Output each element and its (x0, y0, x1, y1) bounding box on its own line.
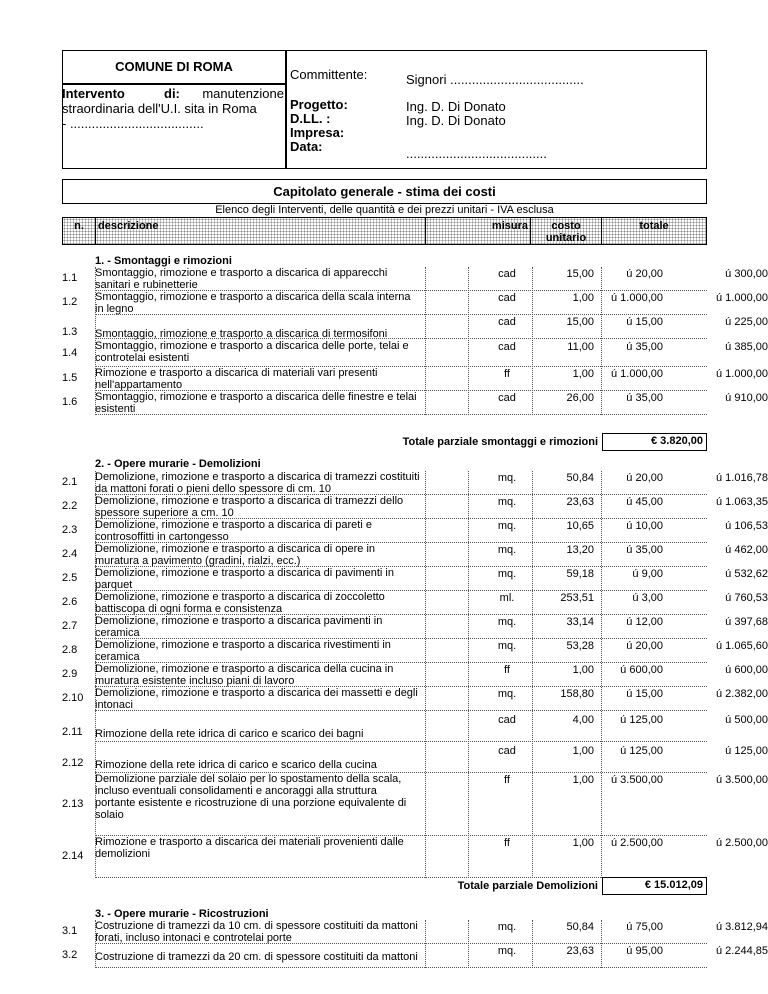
row-number: 1.5 (62, 372, 78, 384)
row-description-line: Smontaggio, rimozione e trasporto a discarica delle finestre e telai (95, 391, 417, 403)
row-total: ú 760,53 (725, 592, 768, 604)
row-unit-cost: ú 95,00 (626, 945, 663, 957)
row-unit-cost: ú 20,00 (626, 640, 663, 652)
row-description-line: portante esistente e ricostruzione di una porzione equivalente di (95, 797, 407, 809)
row-quantity: 33,14 (566, 616, 594, 628)
row-quantity: 23,63 (566, 945, 594, 957)
row-number: 2.3 (62, 524, 78, 536)
row-number: 2.4 (62, 548, 78, 560)
row-description (95, 391, 427, 415)
row-description-line: Demolizione, rimozione e trasporto a discarica di tramezzi dello (95, 495, 404, 507)
column-divider (532, 267, 533, 415)
progetto-value: Ing. D. Di Donato (406, 99, 506, 114)
row-quantity: 1,00 (572, 774, 594, 786)
row-total: ú 3.500,00 (716, 774, 768, 786)
row-total: ú 500,00 (725, 714, 768, 726)
row-description-line: forati, incluso intonaci e controtelai porte (95, 932, 292, 944)
row-divider (95, 967, 707, 968)
column-divider (425, 267, 426, 415)
row-unit: cad (498, 316, 516, 328)
municipality-name: COMUNE DI ROMA (115, 59, 233, 74)
row-unit-cost: ú 10,00 (626, 520, 663, 532)
table-row (62, 367, 768, 391)
document-title-box (62, 179, 707, 204)
row-description (95, 519, 427, 543)
row-unit: mq. (497, 616, 517, 628)
intervention-line2: straordinaria dell'U.I. sita in Roma (62, 101, 257, 116)
row-unit: mq. (497, 544, 517, 556)
row-number: 1.4 (62, 347, 78, 359)
col-header-descrizione (95, 217, 426, 245)
table-row (62, 340, 768, 367)
row-description-line: Demolizione, rimozione e trasporto a discarica di pareti e (95, 519, 372, 531)
row-unit-cost: ú 35,00 (626, 341, 663, 353)
row-description (95, 291, 427, 315)
col-header-totale (601, 217, 707, 245)
row-unit-cost: ú 35,00 (626, 544, 663, 556)
row-description-line: Demolizione, rimozione e trasporto a discarica dei massetti e degli (95, 687, 418, 699)
row-description-line: ceramica (95, 627, 140, 639)
table-row (62, 742, 768, 773)
row-divider (95, 338, 707, 339)
row-description (95, 591, 427, 615)
progetto-label: Progetto: (290, 97, 348, 112)
row-divider (95, 414, 707, 415)
row-description (95, 773, 427, 821)
intervention-label: Intervento (62, 86, 125, 101)
committente-label: Committente: (290, 67, 368, 82)
section-subtotal-label: Totale parziale smontaggi e rimozioni (402, 436, 598, 448)
column-divider (425, 471, 426, 878)
row-description-line: ceramica (95, 651, 140, 663)
row-description-line: Demolizione, rimozione e trasporto a discarica di opere in (95, 543, 376, 555)
row-description-line: Costruzione di tramezzi da 10 cm. di spessore costituiti da mattoni (95, 920, 418, 932)
section-title-3: 3. - Opere murarie - Ricostruzioni (95, 908, 269, 920)
row-description (95, 495, 427, 519)
row-total: ú 125,00 (725, 745, 768, 757)
row-description (95, 471, 427, 495)
row-description (95, 687, 427, 711)
row-number: 2.1 (62, 476, 78, 488)
row-unit: ml. (499, 592, 515, 604)
table-row (62, 291, 768, 315)
table-row (62, 711, 768, 742)
row-quantity: 50,84 (566, 472, 594, 484)
row-quantity: 53,28 (566, 640, 594, 652)
row-total: ú 106,53 (725, 520, 768, 532)
row-description-line: muratura a pavimento (gradini, rialzi, ecc.) (95, 555, 301, 567)
row-number: 2.10 (62, 692, 84, 704)
row-unit: cad (498, 341, 516, 353)
row-unit: mq. (497, 568, 517, 580)
row-description (95, 543, 427, 567)
row-total: ú 532,62 (725, 568, 768, 580)
row-unit-cost: ú 9,00 (632, 568, 663, 580)
row-unit-cost: ú 20,00 (626, 268, 663, 280)
row-description-line: controtelai esistenti (95, 352, 190, 364)
row-description-line: Costruzione di tramezzi da 20 cm. di spessore costituiti da mattoni (95, 951, 418, 963)
row-description-line: solaio (95, 809, 124, 821)
dll-value: Ing. D. Di Donato (406, 113, 506, 128)
row-description (95, 367, 427, 391)
table-row (62, 836, 768, 878)
col-header-misura (425, 217, 531, 245)
row-number: 3.1 (62, 925, 78, 937)
row-unit: mq. (497, 945, 517, 957)
column-divider (468, 471, 469, 878)
row-unit-cost: ú 125,00 (620, 745, 663, 757)
col-descrizione-label: descrizione (98, 220, 159, 232)
intervention-line3: - ..................................... (62, 116, 204, 131)
row-unit: ff (504, 774, 510, 786)
row-total: ú 600,00 (725, 664, 768, 676)
row-description-line: Rimozione della rete idrica di carico e scarico della cucina (95, 759, 377, 771)
row-unit-cost: ú 125,00 (620, 714, 663, 726)
row-total: ú 1.000,00 (716, 292, 768, 304)
row-description (95, 340, 427, 364)
row-unit-cost: ú 35,00 (626, 392, 663, 404)
row-unit: cad (498, 392, 516, 404)
row-quantity: 1,00 (572, 837, 594, 849)
row-number: 1.2 (62, 296, 78, 308)
row-unit: mq. (497, 640, 517, 652)
row-description (95, 567, 427, 591)
column-divider (95, 471, 96, 878)
row-description-line: spessore superiore a cm. 10 (95, 507, 234, 519)
table-row (62, 519, 768, 543)
row-unit-cost: ú 3.500,00 (611, 774, 663, 786)
row-total: ú 2.382,00 (716, 688, 768, 700)
row-total: ú 1.063,35 (716, 496, 768, 508)
row-unit-cost: ú 15,00 (626, 316, 663, 328)
table-row (62, 639, 768, 663)
row-quantity: 15,00 (566, 268, 594, 280)
row-unit-cost: ú 1.000,00 (611, 292, 663, 304)
column-divider (95, 267, 96, 415)
row-number: 2.6 (62, 596, 78, 608)
row-quantity: 11,00 (567, 341, 594, 353)
table-row (62, 315, 768, 340)
row-description-line: battiscopa di ogni forma e consistenza (95, 603, 283, 615)
table-row (62, 267, 768, 291)
row-description-line: muratura esistente incluso piani di lavoro (95, 675, 295, 687)
intervention-word: manutenzione (202, 86, 284, 101)
table-row (62, 920, 768, 944)
row-total: ú 225,00 (725, 316, 768, 328)
row-description (95, 836, 427, 860)
row-unit: ff (504, 837, 510, 849)
intervention-line1 (62, 86, 286, 101)
row-quantity: 26,00 (566, 392, 594, 404)
document-title: Capitolato generale - stima dei costi (273, 184, 496, 199)
table-row (62, 944, 768, 968)
table-row (62, 591, 768, 615)
row-number: 2.12 (62, 757, 84, 769)
row-quantity: 50,84 (566, 921, 594, 933)
row-total: ú 910,00 (725, 392, 768, 404)
row-total: ú 1.065,60 (716, 640, 768, 652)
row-number: 2.2 (62, 500, 78, 512)
row-unit-cost: ú 20,00 (626, 472, 663, 484)
row-description-line: Demolizione, rimozione e trasporto a discarica pavimenti in (95, 615, 383, 627)
row-description (95, 267, 427, 291)
row-quantity: 59,18 (566, 568, 594, 580)
row-unit-cost: ú 12,00 (626, 616, 663, 628)
row-unit: cad (498, 292, 516, 304)
row-description-line: Smontaggio, rimozione e trasporto a discarica di termosifoni (95, 328, 388, 340)
row-description (95, 615, 427, 639)
col-n-label: n. (74, 220, 84, 232)
column-divider (468, 267, 469, 415)
row-unit-cost: ú 15,00 (626, 688, 663, 700)
municipality-box (62, 50, 286, 84)
row-quantity: 253,51 (560, 592, 594, 604)
row-number: 2.9 (62, 668, 78, 680)
row-unit-cost: ú 45,00 (626, 496, 663, 508)
col-costo-label: costo (551, 220, 581, 232)
row-unit: cad (498, 745, 516, 757)
section-title-2: 2. - Opere murarie - Demolizioni (95, 458, 261, 470)
data-label: Data: (290, 139, 323, 154)
row-number: 2.14 (62, 850, 84, 862)
section-subtotal-label: Totale parziale Demolizioni (457, 880, 598, 892)
col-misura-label: misura (491, 220, 528, 232)
row-number: 1.1 (62, 272, 78, 284)
table-row (62, 543, 768, 567)
row-total: ú 300,00 (725, 268, 768, 280)
row-number: 3.2 (62, 949, 78, 961)
row-quantity: 1,00 (572, 664, 594, 676)
row-description-line: Demolizione, rimozione e trasporto a discarica della cucina in (95, 663, 394, 675)
row-description-line: Rimozione della rete idrica di carico e scarico dei bagni (95, 728, 364, 740)
row-description-line: Rimozione e trasporto a discarica dei materiali provenienti dalle (95, 836, 404, 848)
row-quantity: 4,00 (572, 714, 594, 726)
document-subtitle: Elenco degli Interventi, delle quantità e dei prezzi unitari - IVA esclusa (215, 204, 554, 216)
row-description-line: Demolizione, rimozione e trasporto a discarica di pavimenti in (95, 567, 394, 579)
row-total: ú 1.000,00 (716, 368, 768, 380)
row-unit: mq. (497, 520, 517, 532)
dll-label: D.LL. : (290, 111, 331, 126)
col-totale-label: totale (639, 220, 669, 232)
row-description-line: Demolizione, rimozione e trasporto a discarica rivestimenti in (95, 639, 391, 651)
row-total: ú 2.244,85 (716, 945, 768, 957)
row-description (95, 951, 427, 963)
section-title-1: 1. - Smontaggi e rimozioni (95, 255, 232, 267)
row-description-line: Smontaggio, rimozione e trasporto a discarica di apparecchi (95, 267, 388, 279)
row-description-line: Rimozione e trasporto a discarica di materiali vari presenti (95, 367, 378, 379)
row-number: 2.5 (62, 572, 78, 584)
row-unit: mq. (497, 472, 517, 484)
table-row (62, 495, 768, 519)
row-total: ú 2.500,00 (716, 837, 768, 849)
table-row (62, 391, 768, 415)
row-number: 2.13 (62, 798, 84, 810)
row-description-line: da mattoni forati o pieni dello spessore di cm. 10 (95, 483, 332, 495)
table-row (62, 663, 768, 687)
row-description-line: Demolizione, rimozione e trasporto a discarica di zoccoletto (95, 591, 385, 603)
column-divider (468, 920, 469, 968)
table-row (62, 773, 768, 836)
row-description-line: incluso eventuali consolidamenti e ancoraggi alla struttura (95, 785, 377, 797)
row-number: 1.3 (62, 326, 78, 338)
column-divider (425, 920, 426, 968)
row-total: ú 1.016,78 (716, 472, 768, 484)
row-unit: ff (504, 368, 510, 380)
row-description-line: esistenti (95, 403, 136, 415)
row-quantity: 1,00 (572, 292, 594, 304)
row-description-line: Demolizione, rimozione e trasporto a discarica di tramezzi costituiti (95, 471, 420, 483)
impresa-label: Impresa: (290, 125, 345, 140)
column-divider (532, 471, 533, 878)
row-total: ú 397,68 (725, 616, 768, 628)
row-total: ú 3.812,94 (716, 921, 768, 933)
row-total: ú 385,00 (725, 341, 768, 353)
col-header-costo (530, 217, 602, 245)
row-unit: cad (498, 714, 516, 726)
table-row (62, 615, 768, 639)
row-description (95, 728, 427, 740)
row-quantity: 13,20 (566, 544, 594, 556)
row-description-line: in legno (95, 303, 134, 315)
col-unitario-label: unitario (545, 232, 587, 244)
row-description (95, 663, 427, 687)
column-divider (601, 267, 602, 415)
data-value: ....................................... (406, 146, 547, 161)
row-description-line: controsoffitti in cartongesso (95, 531, 229, 543)
table-row (62, 687, 768, 711)
row-unit-cost: ú 3,00 (632, 592, 663, 604)
row-description (95, 639, 427, 663)
row-total: ú 462,00 (725, 544, 768, 556)
table-row (62, 471, 768, 495)
column-divider (532, 920, 533, 968)
row-description-line: Smontaggio, rimozione e trasporto a discarica delle porte, telai e (95, 340, 409, 352)
row-number: 1.6 (62, 396, 78, 408)
column-divider (601, 920, 602, 968)
row-description (95, 920, 427, 944)
row-unit: cad (498, 268, 516, 280)
section-subtotal-value: € 15.012,09 (602, 877, 707, 895)
row-number: 2.8 (62, 644, 78, 656)
section-subtotal-value: € 3.820,00 (602, 433, 707, 451)
col-header-n (62, 217, 96, 245)
row-unit: ff (504, 664, 510, 676)
row-description (95, 759, 427, 771)
intervention-di: di: (164, 86, 180, 101)
column-divider (601, 471, 602, 878)
row-number: 2.7 (62, 620, 78, 632)
row-quantity: 23,63 (566, 496, 594, 508)
row-description-line: demolizioni (95, 848, 151, 860)
committente-value: Signori ..................................... (406, 72, 584, 87)
row-unit-cost: ú 600,00 (620, 664, 663, 676)
row-quantity: 15,00 (566, 316, 594, 328)
row-quantity: 1,00 (572, 368, 594, 380)
row-number: 2.11 (62, 726, 83, 738)
row-quantity: 10,65 (566, 520, 594, 532)
row-description-line: parquet (95, 579, 133, 591)
row-unit-cost: ú 1.000,00 (611, 368, 663, 380)
row-description-line: Demolizione parziale del solaio per lo spostamento della scala, (95, 773, 402, 785)
row-unit: mq. (497, 921, 517, 933)
row-quantity: 1,00 (572, 745, 594, 757)
row-quantity: 158,80 (560, 688, 594, 700)
row-description-line: nell'appartamento (95, 379, 183, 391)
row-description-line: Smontaggio, rimozione e trasporto a discarica della scala interna (95, 291, 411, 303)
row-unit-cost: ú 75,00 (626, 921, 663, 933)
column-divider (95, 920, 96, 968)
row-description-line: intonaci (95, 699, 133, 711)
table-row (62, 567, 768, 591)
row-unit-cost: ú 2.500,00 (611, 837, 663, 849)
row-unit: mq. (497, 688, 517, 700)
row-unit: mq. (497, 496, 517, 508)
row-description-line: sanitari e rubinetterie (95, 279, 198, 291)
